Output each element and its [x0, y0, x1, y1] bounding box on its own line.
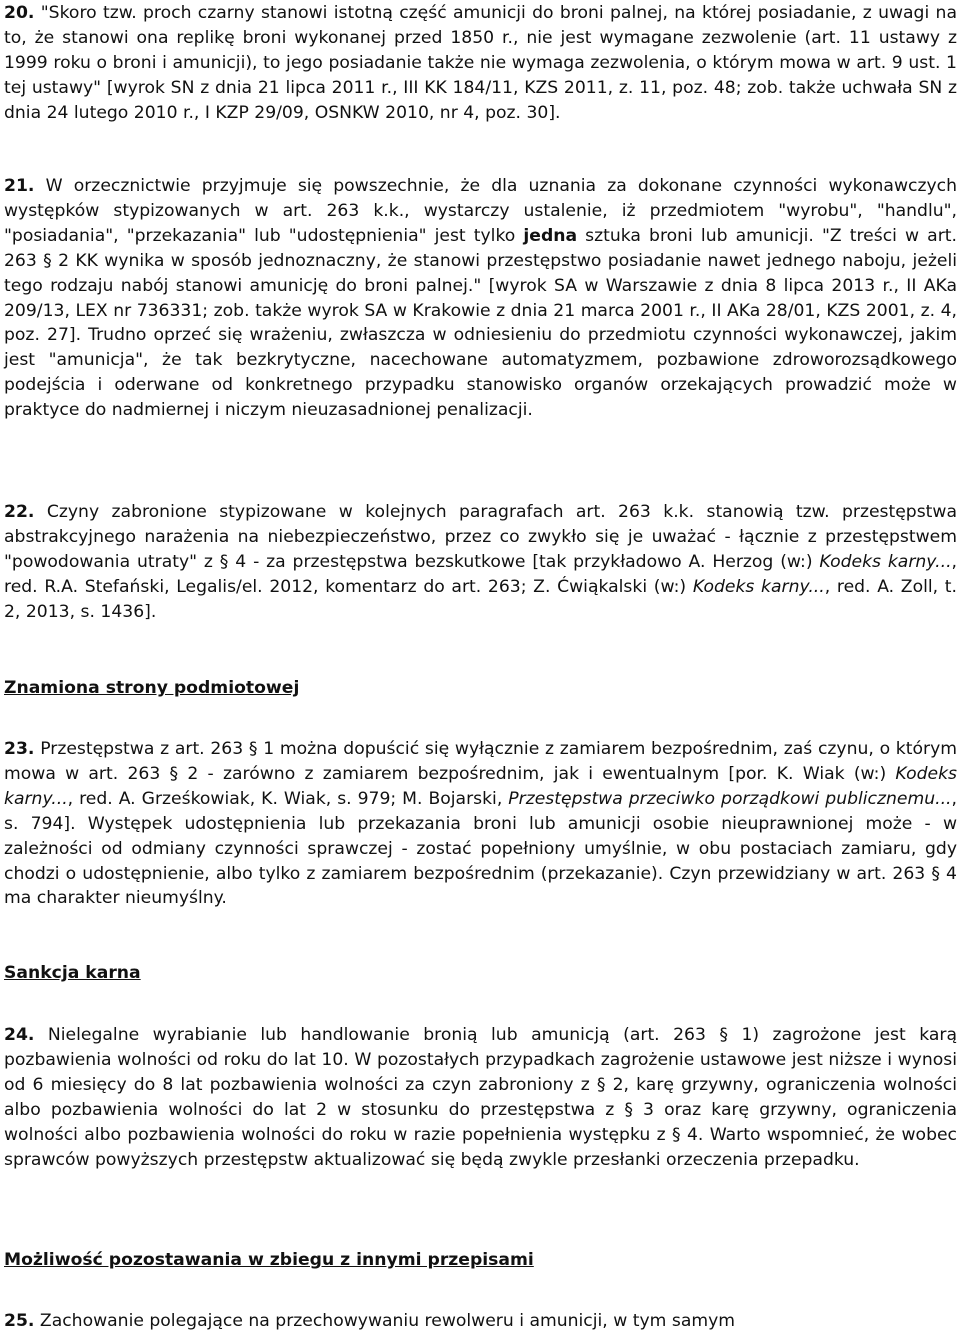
paragraph-number: 23. [4, 739, 35, 759]
citation-title: Kodeks karny... [819, 551, 952, 572]
paragraph-24 [4, 1023, 957, 1172]
paragraph-text-cont: sztuka broni lub amunicji. "Z treści w art. 263 § 2 KK wynika w sposób jednoznaczny, że stanowi przestępstwo posiadanie nawet jednego naboju, jeżeli tego rodzaju nabój stanowi amunicję do broni palnej." [wyrok SA w Warszawie z dnia 8 lipca 2013 r., II AKa 209/13, LEX nr 736331; zob. także wyrok SA w Krakowie z dnia 21 marca 2001 r., II AKa 28/01, KZS 2001, z. 4, poz. 27]. Trudno oprzeć się wrażeniu, zwłaszcza w odniesieniu do przedmiotu czynności wykonawczej, jakim jest "amunicja", że tak bezkrytyczne, nacechowane automatyzmem, pozbawione zdroworozsądkowego podejścia i oderwane od konkretnego przypadku stanowisko organów orzekających prowadzić może w praktyce do nadmiernej i niczym nieuzasadnionej penalizacji. [4, 225, 957, 421]
paragraph-text: Przestępstwa z art. 263 § 1 można dopuścić się wyłącznie z zamiarem bezpośrednim, zaś czynu, o którym mowa w art. 263 § 2 - zarówno z zamiarem bezpośrednim, jak i ewentualnym [por. K. Wiak (w:) [4, 739, 957, 784]
section-heading: Sankcja karna [4, 963, 141, 983]
paragraph-text: Zachowanie polegające na przechowywaniu rewolweru i amunicji, w tym samym [39, 1311, 736, 1331]
paragraph-number: 25. [4, 1311, 35, 1331]
paragraph-number: 21. [4, 176, 35, 196]
paragraph-23 [4, 737, 957, 911]
paragraph-22 [4, 500, 957, 625]
citation-title: Kodeks karny... [692, 576, 825, 597]
paragraph-number: 22. [4, 502, 35, 522]
paragraph-text: Nielegalne wyrabianie lub handlowanie bronią lub amunicją (art. 263 § 1) zagrożone jest karą pozbawienia wolności od roku do lat 10. W pozostałych przypadkach zagrożenie ustawowe jest niższe i wynosi od 6 miesięcy do 8 lat pozbawienia wolności za czyn zabroniony z § 2, karę grzywny, ograniczenia wolności albo pozbawienia wolności do lat 2 w stosunku do przestępstwa z § 3 oraz karę grzywny, ograniczenia wolności albo pozbawienia wolności do roku w razie popełnienia występku z § 4. Warto wspomnieć, że wobec sprawców powyższych przestępstw aktualizować się będą zwykle przesłanki orzeczenia przepadku. [4, 1025, 957, 1170]
section-heading: Możliwość pozostawania w zbiegu z innymi przepisami [4, 1250, 534, 1270]
citation-title: Kodeks karny... [4, 763, 957, 809]
emphasis-text: jedna [523, 225, 578, 246]
paragraph-text: W orzecznictwie przyjmuje się powszechnie, że dla uznania za dokonane czynności wykonawczych występków stypizowanych w art. 263 k.k., wystarczy ustalenie, iż przedmiotem "wyrobu", "handlu", "posiadania", "przekazania" lub "udostępnienia" jest tylko [4, 176, 957, 246]
paragraph-25 [4, 1309, 957, 1334]
section-heading: Znamiona strony podmiotowej [4, 678, 300, 698]
paragraph-21 [4, 174, 957, 423]
paragraph-text: Czyny zabronione stypizowane w kolejnych paragrafach art. 263 k.k. stanowią tzw. przestępstwa abstrakcyjnego narażenia na niebezpieczeństwo, przez co zwykło się je uważać - łącznie z przestępstwem "powodowania utraty" z § 4 - za przestępstwa bezskutkowe [tak przykładowo A. Herzog (w:) [4, 502, 958, 572]
paragraph-text-cont: , red. A. Zoll, t. 2, 2013, s. 1436]. [4, 576, 957, 622]
paragraph-20 [4, 1, 957, 126]
paragraph-number: 20. [4, 3, 35, 23]
paragraph-number: 24. [4, 1025, 35, 1045]
paragraph-text: "Skoro tzw. proch czarny stanowi istotną część amunicji do broni palnej, na której posiadanie, z uwagi na to, że stanowi ona replikę broni wykonanej przed 1850 r., nie jest wymagane zezwolenie (art. 11 ustawy z 1999 roku o broni i amunicji), to jego posiadanie także nie wymaga zezwolenia, o którym mowa w art. 9 ust. 1 tej ustawy" [wyrok SN z dnia 21 lipca 2011 r., III KK 184/11, KZS 2011, z. 11, poz. 48; zob. także uchwała SN z dnia 24 lutego 2010 r., I KZP 29/09, OSNKW 2010, nr 4, poz. 30]. [4, 3, 957, 123]
paragraph-text-cont: , s. 794]. Występek udostępnienia lub przekazania broni lub amunicji osobie nieuprawnionej może - w zależności od odmiany czynności sprawczej - zostać popełniony umyślnie, w obu postaciach zamiaru, gdy chodzi o udostępnienie, albo tylko z zamiarem bezpośrednim (przekazanie). Czyn przewidziany w art. 263 § 4 ma charakter nieumyślny. [4, 788, 957, 909]
paragraph-text-cont: , red. A. Grześkowiak, K. Wiak, s. 979; M. Bojarski, [67, 788, 503, 809]
paragraph-text-cont: , red. R.A. Stefański, Legalis/el. 2012, komentarz do art. 263; Z. Ćwiąkalski (w:) [4, 551, 957, 597]
citation-title: Przestępstwa przeciwko porządkowi publicznemu... [508, 788, 952, 809]
